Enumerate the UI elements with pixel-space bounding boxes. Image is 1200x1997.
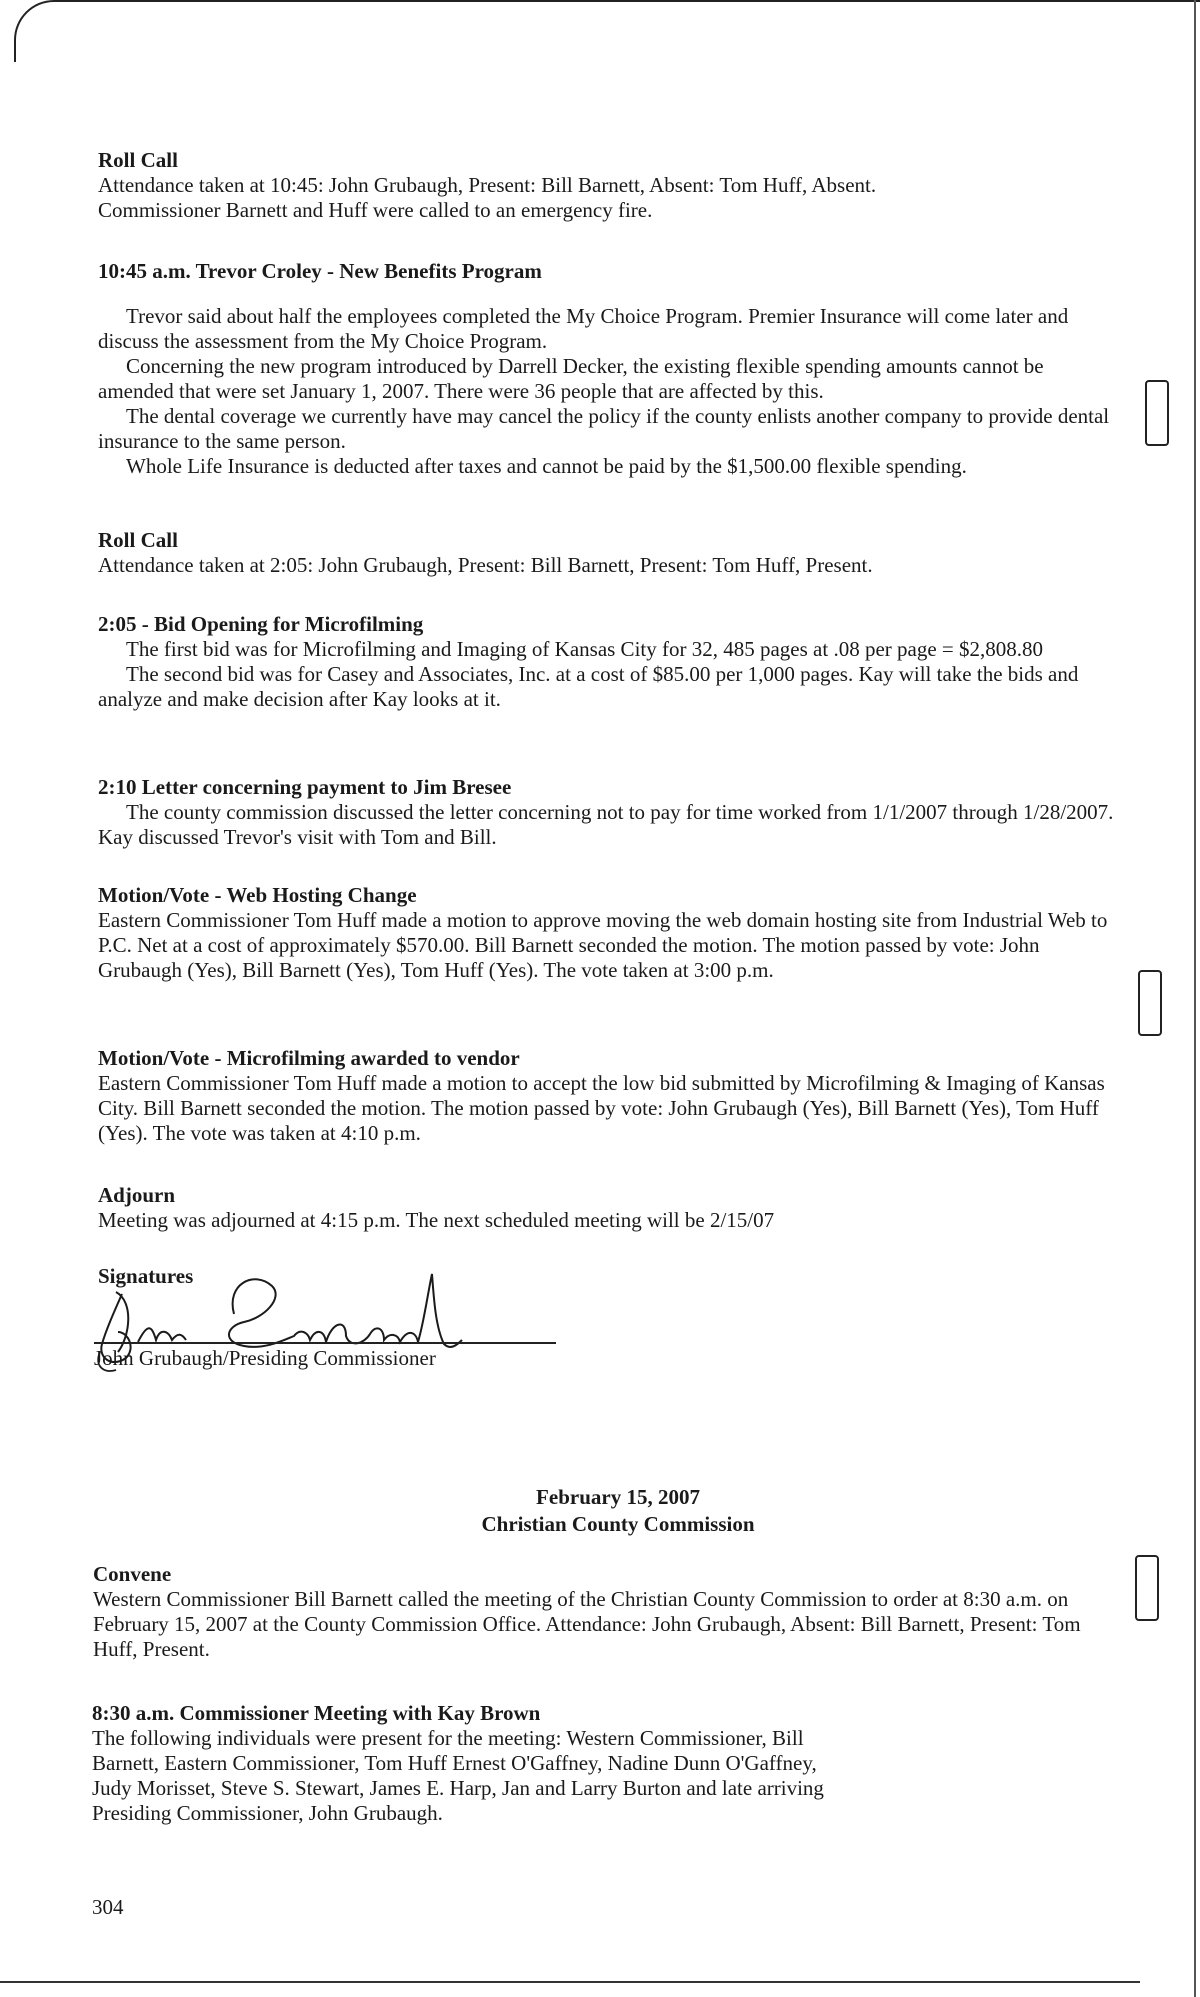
paragraph: The dental coverage we currently have may cancel the policy if the county enlists another company to provide dental insurance to the same person. (98, 404, 1110, 453)
section-heading: 10:45 a.m. Trevor Croley - New Benefits Program (98, 259, 542, 283)
section-bresee (98, 775, 1118, 850)
section-heading: Convene (93, 1562, 172, 1586)
text-line: Presiding Commissioner, John Grubaugh. (92, 1801, 443, 1825)
section-heading: Motion/Vote - Microfilming awarded to vendor (98, 1046, 520, 1070)
paragraph: Whole Life Insurance is deducted after taxes and cannot be paid by the $1,500.00 flexible spending. (126, 454, 967, 478)
scan-border-bottom (0, 1981, 1140, 1983)
paragraph: The county commission discussed the letter concerning not to pay for time worked from 1/1/2007 through 1/28/2007. Kay discussed Trevor's visit with Tom and Bill. (98, 800, 1114, 849)
section-convene (93, 1562, 1125, 1662)
section-heading: Roll Call (98, 148, 178, 172)
scan-border-right (1194, 0, 1196, 1997)
section-heading: Motion/Vote - Web Hosting Change (98, 883, 417, 907)
section-kay-brown (92, 1701, 1122, 1826)
paragraph: Concerning the new program introduced by Darrell Decker, the existing flexible spending amounts cannot be amended that were set January 1, 2007. There were 36 people that are affected by this. (98, 354, 1044, 403)
section-heading: 8:30 a.m. Commissioner Meeting with Kay Brown (92, 1701, 541, 1725)
text-line: Judy Morisset, Steve S. Stewart, James E. Harp, Jan and Larry Burton and late arriving (92, 1776, 824, 1800)
section-roll-call-2 (98, 528, 1118, 578)
paragraph: Eastern Commissioner Tom Huff made a motion to accept the low bid submitted by Microfilming & Imaging of Kansas City. Bill Barnett seconded the motion. The motion passed by vote: John Grubaugh (Yes), Bill Barnett (Yes), Tom Huff (Yes). The vote was taken at 4:10 p.m. (98, 1071, 1105, 1145)
margin-bracket (1145, 380, 1169, 446)
text-line: Commissioner Barnett and Huff were called to an emergency fire. (98, 198, 653, 222)
scan-border-top (14, 0, 1200, 62)
paragraph: Western Commissioner Bill Barnett called the meeting of the Christian County Commission to order at 8:30 a.m. on February 15, 2007 at the County Commission Office. Attendance: John Grubaugh, Absent: Bill Barnett, Present: Tom Huff, Present. (93, 1587, 1081, 1661)
text-line: Barnett, Eastern Commissioner, Tom Huff Ernest O'Gaffney, Nadine Dunn O'Gaffney, (92, 1751, 817, 1775)
section-heading: Roll Call (98, 528, 178, 552)
section-microfilming-vendor (98, 1046, 1118, 1146)
section-croley (98, 259, 1113, 479)
section-roll-call-1 (98, 148, 1118, 223)
section-bid-opening (98, 612, 1118, 712)
signature-line (94, 1342, 556, 1344)
section-heading: Signatures (98, 1264, 194, 1288)
paragraph: Trevor said about half the employees completed the My Choice Program. Premier Insurance will come later and discuss the assessment from the My Choice Program. (98, 304, 1069, 353)
text-line: The following individuals were present for the meeting: Western Commissioner, Bill (92, 1726, 804, 1750)
signer-name: John Grubaugh/Presiding Commissioner (94, 1346, 436, 1370)
section-web-hosting (98, 883, 1118, 983)
meeting-body: Christian County Commission (481, 1512, 755, 1536)
section-heading: 2:10 Letter concerning payment to Jim Bresee (98, 775, 512, 799)
margin-bracket (1138, 970, 1162, 1036)
page-number: 304 (92, 1895, 124, 1919)
paragraph: Eastern Commissioner Tom Huff made a motion to approve moving the web domain hosting site from Industrial Web to P.C. Net at a cost of approximately $570.00. Bill Barnett seconded the motion. The motion passed by vote: John Grubaugh (Yes), Bill Barnett (Yes), Tom Huff (Yes). The vote taken at 3:00 p.m. (98, 908, 1108, 982)
section-adjourn (98, 1183, 1118, 1233)
section-heading: 2:05 - Bid Opening for Microfilming (98, 612, 424, 636)
margin-bracket (1135, 1555, 1159, 1621)
paragraph: The first bid was for Microfilming and Imaging of Kansas City for 32, 485 pages at .08 per page = $2,808.80 (126, 637, 1043, 661)
text-line: Attendance taken at 10:45: John Grubaugh, Present: Bill Barnett, Absent: Tom Huff, Absent. (98, 173, 877, 197)
text-line: Attendance taken at 2:05: John Grubaugh, Present: Bill Barnett, Present: Tom Huff, Present. (98, 553, 873, 577)
meeting-header (0, 1484, 1200, 1538)
text-line: Meeting was adjourned at 4:15 p.m. The next scheduled meeting will be 2/15/07 (98, 1208, 775, 1232)
section-heading: Adjourn (98, 1183, 176, 1207)
paragraph: The second bid was for Casey and Associates, Inc. at a cost of $85.00 per 1,000 pages. Kay will take the bids and analyze and make decision after Kay looks at it. (98, 662, 1079, 711)
signature-area (94, 1262, 614, 1372)
meeting-date: February 15, 2007 (536, 1485, 700, 1509)
